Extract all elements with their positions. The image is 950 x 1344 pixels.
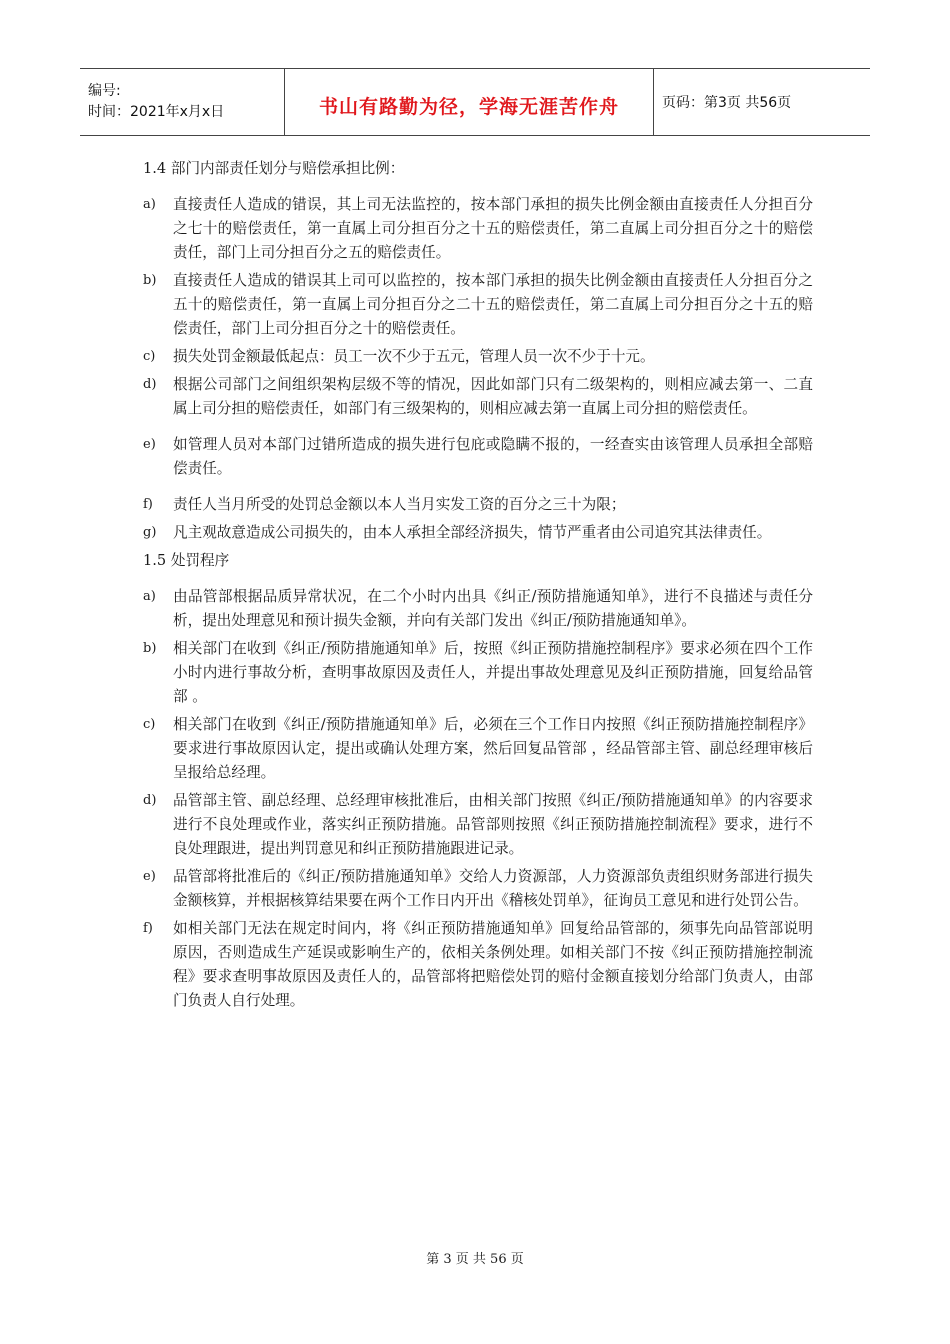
item-label: c) [143, 717, 156, 732]
section-title-1-4: 1.4 部门内部责任划分与赔偿承担比例： [143, 160, 405, 177]
footer-page-number: 第 3 页 共 56 页 [426, 1252, 524, 1267]
item-text: 直接责任人造成的错误其上司可以监控的，按本部门承担的损失比例金额由直接责任人分担百分之五十的赔偿责任，第一直属上司分担百分之二十五的赔偿责任，第二直属上司分担百分之十五的赔偿责任，部门上司分担百分之十的赔偿责任。 [173, 272, 813, 337]
item-text: 根据公司部门之间组织架构层级不等的情况，因此如部门只有二级架构的，则相应减去第一、二直属上司分担的赔偿责任，如部门有三级架构的，则相应减去第一直属上司分担的赔偿责任。 [173, 376, 813, 417]
item-label: f) [143, 921, 153, 936]
item-label: a) [143, 589, 156, 604]
item-label: g) [143, 525, 157, 540]
header-motto-cell [284, 69, 654, 135]
item-text: 凡主观故意造成公司损失的，由本人承担全部经济损失，情节严重者由公司追究其法律责任。 [173, 524, 772, 541]
item-label: b) [143, 641, 157, 656]
item-text: 如管理人员对本部门过错所造成的损失进行包庇或隐瞒不报的，一经查实由该管理人员承担全部赔偿责任。 [173, 436, 813, 477]
list-item [143, 917, 813, 1013]
item-label: d) [143, 377, 157, 392]
item-text: 责任人当月所受的处罚总金额以本人当月实发工资的百分之三十为限； [173, 496, 626, 513]
page-footer [0, 1248, 950, 1267]
list-item [143, 713, 813, 785]
item-text: 如相关部门无法在规定时间内，将《纠正预防措施通知单》回复给品管部的，须事先向品管部说明原因，否则造成生产延误或影响生产的，依相关条例处理。如相关部门不按《纠正预防措施控制流程》要求查明事故原因及责任人的，品管部将把赔偿处罚的赔付金额直接划分给部门负责人，由部门负责人自行处理。 [173, 920, 813, 1009]
item-label: f) [143, 497, 153, 512]
list-item [143, 433, 813, 481]
item-label: d) [143, 793, 157, 808]
item-label: a) [143, 197, 156, 212]
list-item [143, 373, 813, 421]
section-title-1-5: 1.5 处罚程序 [143, 552, 230, 569]
list-item [143, 521, 813, 545]
header-motto: 书山有路勤为径，学海无涯苦作舟 [318, 95, 619, 118]
item-label: e) [143, 869, 156, 884]
list-item [143, 193, 813, 265]
item-text: 由品管部根据品质异常状况，在二个小时内出具《纠正/预防措施通知单》，进行不良描述与责任分析，提出处理意见和预计损失金额，并向有关部门发出《纠正/预防措施通知单》。 [173, 588, 813, 629]
item-label: c) [143, 349, 156, 364]
header-right [654, 69, 870, 135]
list-item [143, 345, 813, 369]
document-body [143, 157, 813, 1017]
page-header [80, 68, 870, 136]
header-left [80, 69, 284, 135]
item-text: 品管部主管、副总经理、总经理审核批准后，由相关部门按照《纠正/预防措施通知单》的内容要求进行不良处理或作业，落实纠正预防措施。品管部则按照《纠正预防措施控制流程》要求，进行不良处理跟进，提出判罚意见和纠正预防措施跟进记录。 [173, 792, 813, 857]
list-item [143, 637, 813, 709]
item-text: 直接责任人造成的错误，其上司无法监控的，按本部门承担的损失比例金额由直接责任人分担百分之七十的赔偿责任，第一直属上司分担百分之十五的赔偿责任，第二直属上司分担百分之十的赔偿责任，部门上司分担百分之五的赔偿责任。 [173, 196, 813, 261]
item-text: 相关部门在收到《纠正/预防措施通知单》后，必须在三个工作日内按照《纠正预防措施控制程序》要求进行事故原因认定，提出或确认处理方案，然后回复品管部 ，经品管部主管、副总经理审核后呈报给总经理。 [173, 716, 813, 781]
item-text: 损失处罚金额最低起点：员工一次不少于五元，管理人员一次不少于十元。 [173, 348, 655, 365]
doc-time-label: 时间：2021年x月x日 [88, 104, 225, 120]
page-info: 页码：第3页 共56页 [662, 95, 792, 111]
item-text: 品管部将批准后的《纠正/预防措施通知单》交给人力资源部，人力资源部负责组织财务部进行损失金额核算，并根据核算结果要在两个工作日内开出《稽核处罚单》，征询员工意见和进行处罚公告。 [173, 868, 813, 909]
list-item [143, 493, 813, 517]
doc-number-label: 编号: [88, 83, 121, 99]
item-label: e) [143, 437, 156, 452]
list-item [143, 269, 813, 341]
list-item [143, 789, 813, 861]
list-item [143, 865, 813, 913]
item-text: 相关部门在收到《纠正/预防措施通知单》后，按照《纠正预防措施控制程序》要求必须在四个工作小时内进行事故分析，查明事故原因及责任人，并提出事故处理意见及纠正预防措施，回复给品管部 。 [173, 640, 813, 705]
item-label: b) [143, 273, 157, 288]
list-item [143, 585, 813, 633]
